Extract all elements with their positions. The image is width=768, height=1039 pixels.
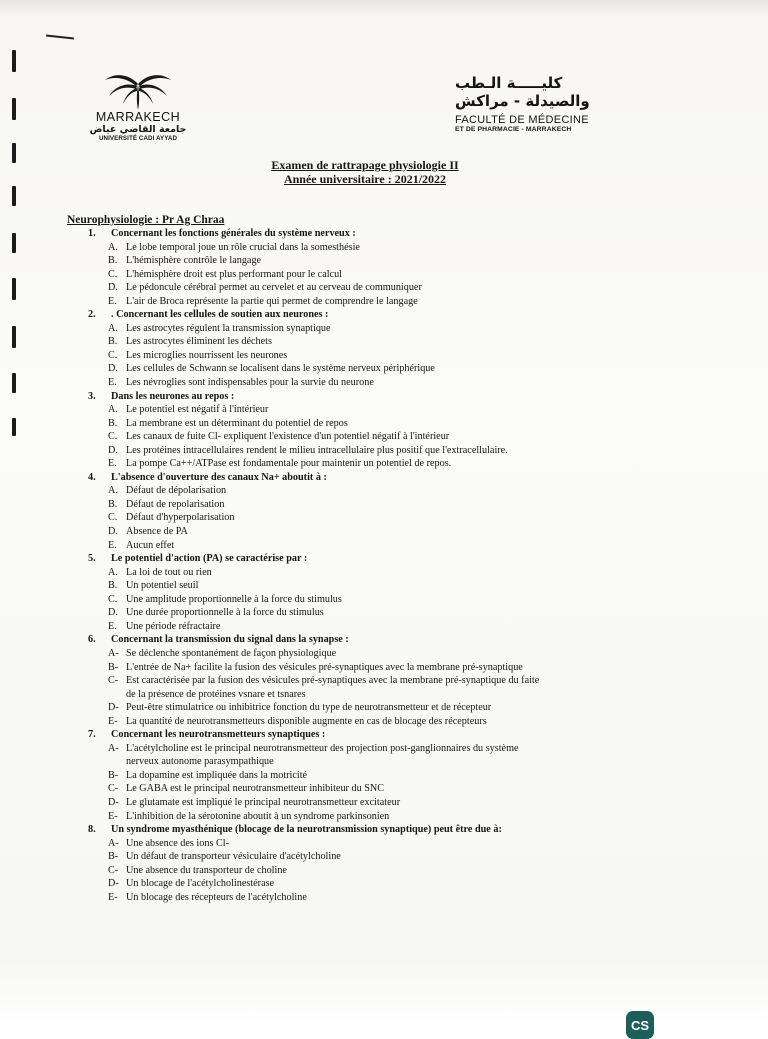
option-text: Aucun effet: [126, 539, 175, 551]
option-text: La quantité de neurotransmetteurs disponible augmente en cas de blocage des récepteurs: [126, 715, 487, 727]
answer-option: [88, 647, 708, 661]
option-letter: E-: [108, 810, 118, 822]
option-letter: B-: [108, 769, 119, 781]
binding-mark: [12, 373, 16, 393]
option-letter: D.: [108, 444, 118, 456]
question-text: Concernant les neurotransmetteurs synaptiques :: [111, 729, 326, 741]
option-text: Peut-être stimulatrice ou inhibitrice fonction du type de neurotransmetteur et de récepteur: [126, 702, 492, 714]
answer-option: [88, 403, 708, 417]
option-text: Un potentiel seuil: [126, 580, 199, 592]
answer-option: [88, 755, 708, 769]
option-text: Les canaux de fuite Cl- expliquent l'existence d'un potentiel négatif à l'intérieur: [126, 431, 450, 443]
answer-option: [88, 661, 708, 675]
option-letter: D.: [108, 526, 118, 538]
question-number: 1.: [88, 228, 96, 239]
question-text: . Concernant les cellules de soutien aux neurones :: [111, 309, 329, 321]
pen-mark: [46, 35, 74, 40]
scan-top-shadow: [0, 0, 768, 18]
question-stem: [88, 552, 708, 566]
faculty-subtitle: ET DE PHARMACIE - MARRAKECH: [455, 126, 572, 133]
option-letter: E.: [108, 539, 117, 551]
option-text: Se déclenche spontanément de façon physiologique: [126, 647, 337, 659]
question-stem: [88, 728, 708, 742]
question-stem: [88, 471, 708, 485]
option-letter: E.: [108, 458, 117, 470]
option-text: L'hémisphère contrôle le langage: [126, 255, 262, 267]
binding-mark: [12, 186, 16, 206]
logo-university-name: UNIVERSITÉ CADI AYYAD: [98, 135, 178, 142]
answer-option: [88, 430, 708, 444]
option-letter: [108, 755, 126, 769]
answer-option: [88, 349, 708, 363]
answer-option: [88, 281, 708, 295]
answer-option: [88, 769, 708, 783]
option-letter: [108, 688, 126, 702]
answer-option: [88, 241, 708, 255]
option-letter: C-: [108, 783, 119, 795]
option-text: Une durée proportionnelle à la force du stimulus: [126, 607, 324, 619]
option-letter: E.: [108, 377, 117, 389]
option-letter: C-: [108, 675, 119, 687]
option-text: Les microglies nourrissent les neurones: [126, 349, 288, 361]
faculty-name: FACULTÉ DE MÉDECINE: [455, 114, 589, 126]
binding-mark: [12, 50, 16, 72]
option-letter: C.: [108, 593, 118, 605]
option-letter: C.: [108, 268, 118, 280]
answer-option: [88, 782, 708, 796]
option-letter: B-: [108, 661, 119, 673]
question-number: 4.: [88, 471, 96, 483]
answer-option: [88, 335, 708, 349]
question-number: 3.: [88, 390, 96, 402]
answer-option: [88, 268, 708, 282]
option-text: L'hémisphère droit est plus performant pour le calcul: [126, 268, 342, 280]
logo-city-name: MARRAKECH: [95, 110, 181, 124]
option-text: de la présence de protéines vsnare et tsnares: [126, 688, 306, 700]
option-text: Les névroglies sont indispensables pour la survie du neurone: [126, 377, 374, 389]
option-text: Les cellules de Schwann se localisent dans le système nerveux périphérique: [126, 363, 435, 375]
answer-option: [88, 864, 708, 878]
answer-option: [88, 498, 708, 512]
camscanner-badge-icon: CS: [626, 1011, 654, 1039]
option-text: L'air de Broca représente la partie qui permet de comprendre le langage: [126, 295, 418, 307]
question-number: 7.: [88, 729, 96, 741]
answer-option: [88, 362, 708, 376]
option-text: Les protéines intracellulaires rendent le milieu intracellulaire plus positif que l'extracellulaire.: [126, 444, 508, 456]
question-text: Concernant les fonctions générales du système nerveux :: [111, 228, 356, 239]
university-logo: [82, 70, 194, 142]
answer-option: [88, 620, 708, 634]
option-letter: D.: [108, 607, 118, 619]
option-text: Un blocage des récepteurs de l'acétylcholine: [126, 891, 307, 903]
binding-mark: [12, 278, 16, 300]
option-text: Le GABA est le principal neurotransmetteur inhibiteur du SNC: [126, 783, 385, 795]
option-text: Une absence des ions Cl-: [126, 837, 229, 849]
question-stem: [88, 633, 708, 647]
option-text: Un défaut de transporteur vésiculaire d'acétylcholine: [126, 851, 341, 863]
academic-year: Année universitaire : 2021/2022: [283, 172, 447, 186]
answer-option: [88, 837, 708, 851]
option-letter: C.: [108, 349, 118, 361]
answer-option: [88, 484, 708, 498]
section-heading: Neurophysiologie : Pr Ag Chraa: [67, 214, 225, 226]
exam-title: Examen de rattrapage physiologie II: [271, 158, 459, 172]
option-letter: D-: [108, 796, 119, 808]
option-text: Le lobe temporal joue un rôle crucial dans la somesthésie: [126, 241, 360, 253]
answer-option: [88, 376, 708, 390]
option-text: Le glutamate est impliqué le principal neurotransmetteur excitateur: [126, 796, 401, 808]
option-text: Est caractérisée par la fusion des vésicules pré-synaptiques avec la membrane pré-synaptique du faite: [126, 675, 540, 687]
answer-option: [88, 701, 708, 715]
option-letter: E.: [108, 295, 117, 307]
option-text: La pompe Ca++/ATPase est fondamentale pour maintenir un potentiel de repos.: [126, 458, 452, 470]
option-letter: A-: [108, 742, 119, 754]
question-list: [88, 227, 708, 904]
answer-option: [88, 891, 708, 905]
answer-option: [88, 322, 708, 336]
option-letter: C.: [108, 512, 118, 524]
answer-option: [88, 742, 708, 756]
answer-option: [88, 566, 708, 580]
option-letter: B.: [108, 255, 118, 267]
answer-option: [88, 688, 708, 702]
option-text: Un blocage de l'acétylcholinestérase: [126, 878, 275, 890]
option-letter: D-: [108, 702, 119, 714]
option-letter: A.: [108, 485, 118, 497]
option-letter: A-: [108, 647, 119, 659]
option-text: Le potentiel est négatif à l'intérieur: [126, 404, 269, 416]
option-letter: D.: [108, 363, 118, 375]
option-letter: D.: [108, 282, 118, 294]
faculty-arabic-line2: والصيدلة - مراكش: [455, 92, 590, 110]
option-letter: B.: [108, 580, 118, 592]
question-number: 5.: [88, 553, 96, 565]
option-letter: A-: [108, 837, 119, 849]
option-text: Une amplitude proportionnelle à la force du stimulus: [126, 593, 342, 605]
logo-arabic-name: جامعة القاضي عياض: [89, 124, 187, 135]
option-letter: E-: [108, 715, 118, 727]
option-text: Défaut de repolarisation: [126, 498, 225, 510]
option-text: Défaut d'hyperpolarisation: [126, 512, 235, 524]
answer-option: [88, 606, 708, 620]
option-text: Les astrocytes éliminent les déchets: [126, 336, 272, 348]
option-letter: D-: [108, 878, 119, 890]
option-text: Une période réfractaire: [126, 620, 221, 632]
option-letter: E.: [108, 620, 117, 632]
answer-option: [88, 295, 708, 309]
option-letter: B.: [108, 498, 118, 510]
answer-option: [88, 254, 708, 268]
question-number: 8.: [88, 824, 96, 836]
palm-emblem-icon: [103, 70, 173, 112]
option-text: Les astrocytes régulent la transmission synaptique: [126, 322, 331, 334]
option-letter: B-: [108, 851, 119, 863]
binding-mark: [12, 233, 16, 253]
option-letter: A.: [108, 404, 118, 416]
question-text: Dans les neurones au repos :: [111, 390, 235, 402]
question-number: 2.: [88, 309, 96, 321]
option-text: La membrane est un déterminant du potentiel de repos: [126, 417, 348, 429]
question-text: L'absence d'ouverture des canaux Na+ aboutit à :: [111, 471, 327, 483]
option-text: La loi de tout ou rien: [126, 566, 212, 578]
question-stem: [88, 308, 708, 322]
option-text: Une absence du transporteur de choline: [126, 864, 287, 876]
option-letter: C-: [108, 864, 119, 876]
option-text: La dopamine est impliquée dans la motricité: [126, 769, 308, 781]
question-stem: [88, 227, 708, 241]
question-stem: [88, 823, 708, 837]
question-stem: [88, 390, 708, 404]
option-letter: C.: [108, 431, 118, 443]
option-text: Absence de PA: [126, 526, 188, 538]
option-text: nerveux autonome parasympathique: [126, 756, 274, 768]
option-letter: A.: [108, 566, 118, 578]
answer-option: [88, 511, 708, 525]
option-letter: B.: [108, 336, 118, 348]
option-text: Défaut de dépolarisation: [126, 485, 227, 497]
binding-mark: [12, 98, 16, 120]
question-text: Un syndrome myasthénique (blocage de la neurotransmission synaptique) peut être due à:: [111, 824, 502, 836]
option-text: L'acétylcholine est le principal neurotransmetteur des projection post-ganglionnaires du système: [126, 742, 519, 754]
option-text: L'inhibition de la sérotonine aboutit à un syndrome parkinsonien: [126, 810, 390, 822]
answer-option: [88, 715, 708, 729]
answer-option: [88, 525, 708, 539]
answer-option: [88, 850, 708, 864]
faculty-header: [455, 74, 605, 133]
option-letter: B.: [108, 417, 118, 429]
option-letter: E-: [108, 891, 118, 903]
option-text: Le pédoncule cérébral permet au cervelet et au cerveau de communiquer: [126, 282, 422, 294]
question-text: Le potentiel d'action (PA) se caractérise par :: [111, 553, 308, 565]
answer-option: [88, 593, 708, 607]
answer-option: [88, 796, 708, 810]
option-letter: A.: [108, 322, 118, 334]
answer-option: [88, 444, 708, 458]
binding-mark: [12, 418, 16, 436]
answer-option: [88, 579, 708, 593]
answer-option: [88, 877, 708, 891]
faculty-arabic-line1: كليـــــة الـطب: [455, 74, 563, 92]
answer-option: [88, 417, 708, 431]
question-number: 6.: [88, 634, 96, 646]
answer-option: [88, 539, 708, 553]
question-text: Concernant la transmission du signal dans la synapse :: [111, 634, 349, 646]
option-letter: A.: [108, 241, 118, 253]
answer-option: [88, 810, 708, 824]
binding-mark: [12, 326, 16, 348]
answer-option: [88, 457, 708, 471]
option-text: L'entrée de Na+ facilite la fusion des vésicules pré-synaptiques avec la membrane pré-synaptique: [126, 661, 523, 673]
answer-option: [88, 674, 708, 688]
